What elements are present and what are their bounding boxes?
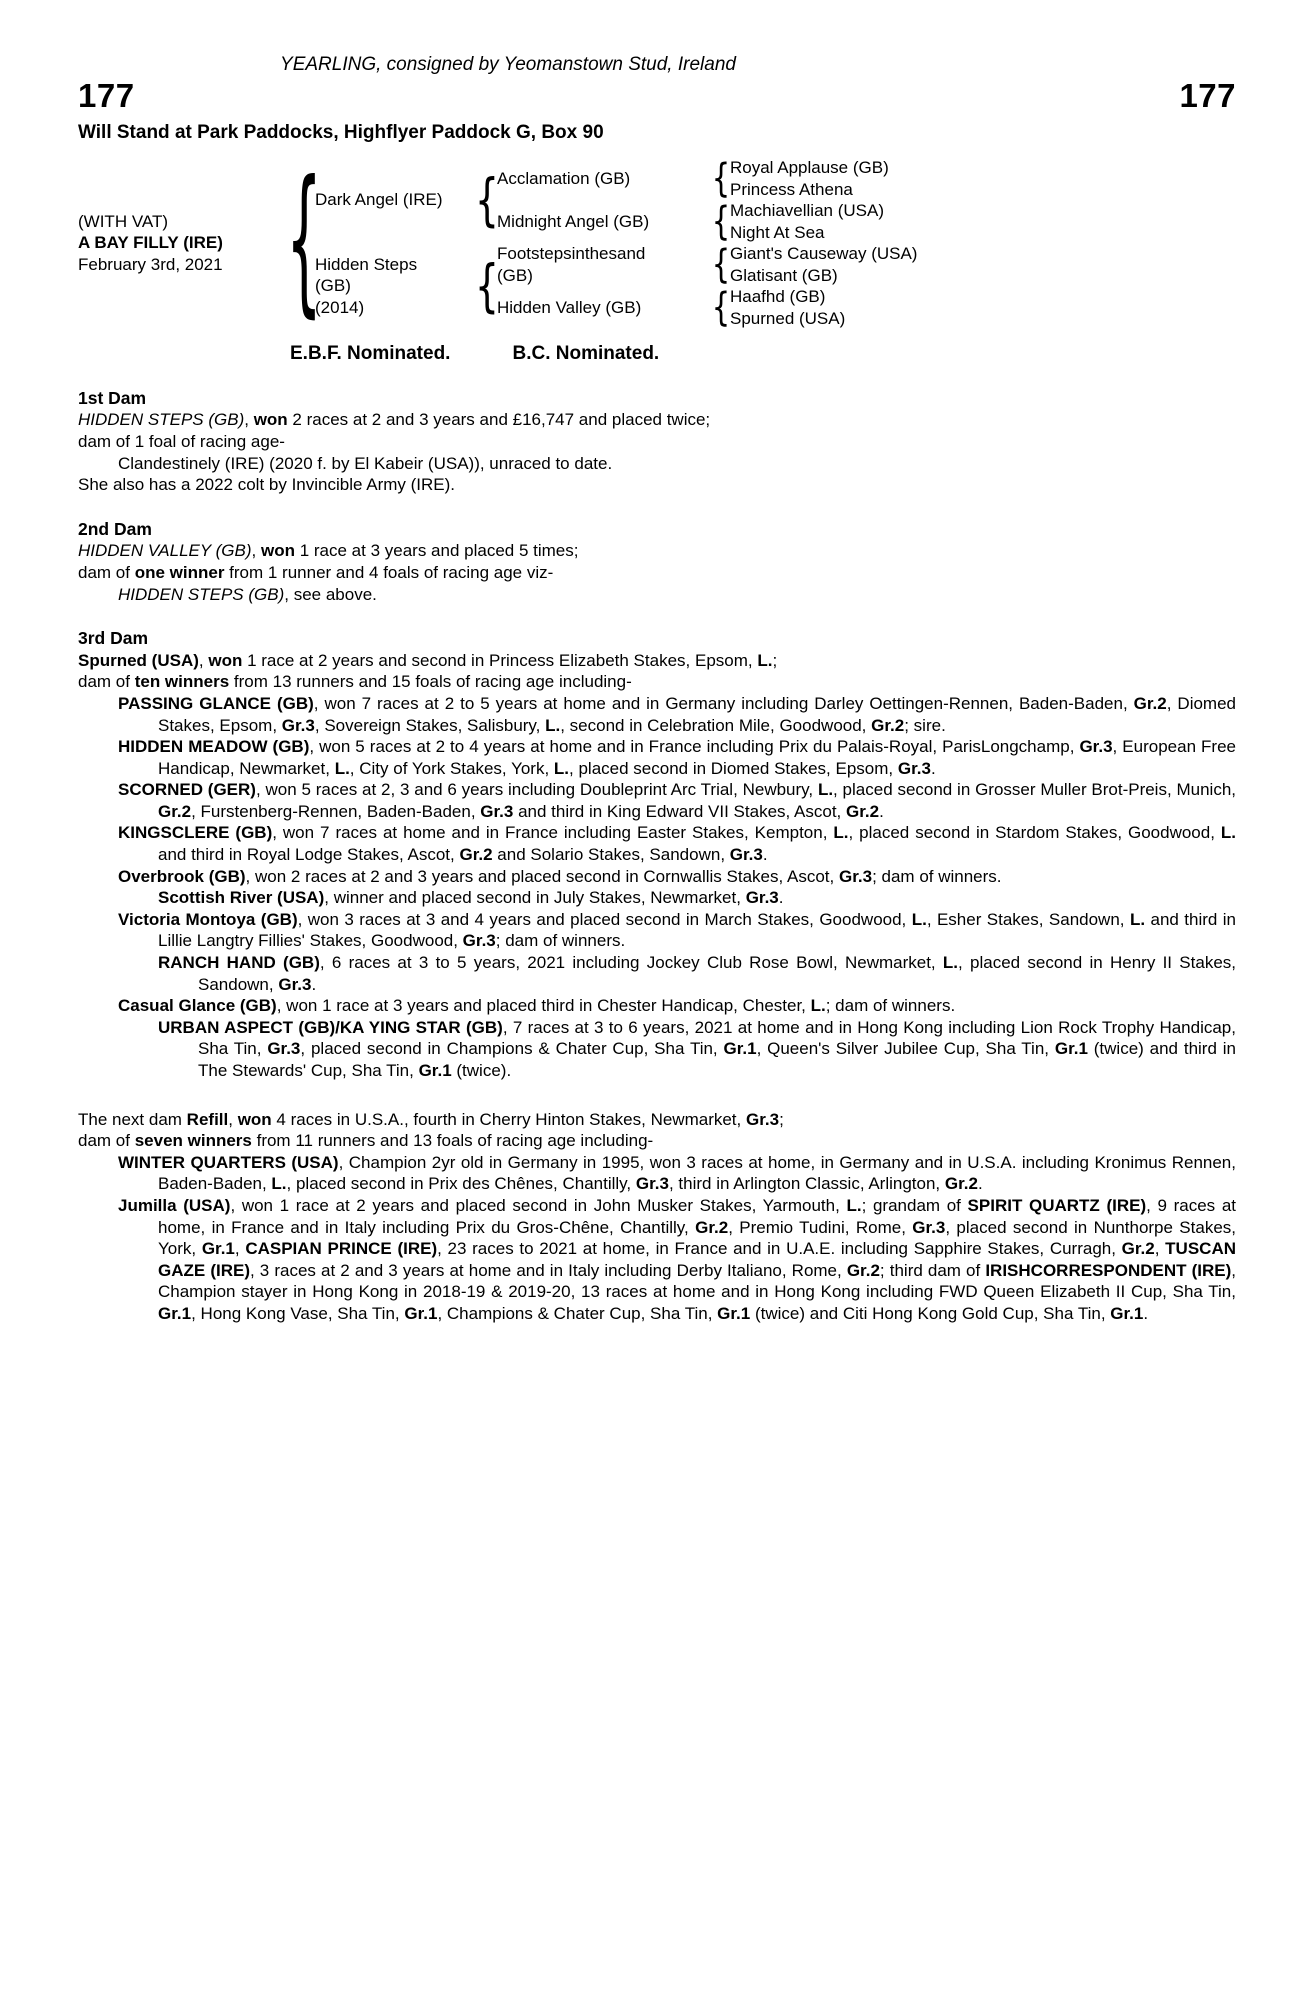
progeny-entry: Overbrook (GB), won 2 races at 2 and 3 years and placed second in Cornwallis Stakes, Ascot, Gr.3; dam of winners. xyxy=(118,866,1002,886)
brace-icon xyxy=(712,159,730,198)
dam-record-line: dam of seven winners from 11 runners and 13 foals of racing age including- xyxy=(78,1131,654,1151)
brace-icon xyxy=(712,202,730,241)
dam-dam-name: Hidden Valley (GB) xyxy=(497,297,642,317)
ancestor-name: Machiavellian (USA) xyxy=(730,201,884,221)
ancestor-name: Haafhd (GB) xyxy=(730,287,826,307)
ancestor-name: Princess Athena xyxy=(730,179,853,199)
dam-record-line: HIDDEN VALLEY (GB), won 1 race at 3 years and placed 5 times; xyxy=(78,541,579,561)
ebf-nomination: E.B.F. Nominated. xyxy=(290,343,451,365)
horse-name: A BAY FILLY (IRE) xyxy=(78,233,223,253)
progeny-entry: Victoria Montoya (GB), won 3 races at 3 and 4 years and placed second in March Stakes, Goodwood, L., Esher Stakes, Sandown, L. and third in Lillie Langtry Fillies' Stakes, Goodwood, Gr.3; dam of winners. xyxy=(118,909,1236,951)
sire-sire-name: Acclamation (GB) xyxy=(497,168,631,188)
nominations-line xyxy=(78,343,1236,365)
dam-record-line: The next dam Refill, won 4 races in U.S.A., fourth in Cherry Hinton Stakes, Newmarket, Gr.3; xyxy=(78,1109,784,1129)
pedigree-main-brace xyxy=(293,157,315,329)
progeny-entry: Casual Glance (GB), won 1 race at 3 years and placed third in Chester Handicap, Chester, L.; dam of winners. xyxy=(118,996,956,1016)
sire-dam-name: Midnight Angel (GB) xyxy=(497,211,650,231)
pedigree-tree xyxy=(78,157,1236,329)
dam-record-line: HIDDEN STEPS (GB), won 2 races at 2 and 3 years and £16,747 and placed twice; xyxy=(78,410,711,430)
lot-details xyxy=(78,157,293,329)
progeny-entry: PASSING GLANCE (GB), won 7 races at 2 to 5 years at home and in Germany including Darley Oettingen-Rennen, Baden-Baden, Gr.2, Diomed Stakes, Epsom, Gr.3, Sovereign Stakes, Salisbury, L., second in Celebration Mile, Goodwood, Gr.2; sire. xyxy=(118,693,1236,735)
section-3rd-dam xyxy=(78,628,1236,1081)
generation-2-column xyxy=(497,157,712,329)
ancestor-name: Night At Sea xyxy=(730,222,825,242)
progeny-entry: WINTER QUARTERS (USA), Champion 2yr old in Germany in 1995, won 3 races at home, in Germany and in U.S.A. including Kronimus Rennen, Baden-Baden, L., placed second in Prix des Chênes, Chantilly, Gr.3, third in Arlington Classic, Arlington, Gr.2. xyxy=(118,1152,1236,1194)
ancestor-name: Giant's Causeway (USA) xyxy=(730,244,918,264)
section-heading-2nd-dam: 2nd Dam xyxy=(78,518,152,539)
ancestor-name: Spurned (USA) xyxy=(730,308,846,328)
progeny-entry: SCORNED (GER), won 5 races at 2, 3 and 6 years including Doubleprint Arc Trial, Newbury, L., placed second in Grosser Muller Brot-Preis, Munich, Gr.2, Furstenberg-Rennen, Baden-Baden, Gr.3 and third in King Edward VII Stakes, Ascot, Gr.2. xyxy=(118,780,1236,821)
brace-icon xyxy=(286,163,322,323)
brace-icon xyxy=(712,288,730,327)
dam-record-line: She also has a 2022 colt by Invincible Army (IRE). xyxy=(78,475,456,495)
dam-record-line: dam of 1 foal of racing age- xyxy=(78,431,285,451)
brace-icon xyxy=(475,258,499,315)
brace-icon xyxy=(475,172,499,229)
progeny-entry: RANCH HAND (GB), 6 races at 3 to 5 years, 2021 including Jockey Club Rose Bowl, Newmarket, L., placed second in Henry II Stakes, Sandown, Gr.3. xyxy=(158,953,1236,994)
foal-date: February 3rd, 2021 xyxy=(78,254,223,274)
ancestor-name: Glatisant (GB) xyxy=(730,265,838,285)
progeny-entry: KINGSCLERE (GB), won 7 races at home and in France including Easter Stakes, Kempton, L., placed second in Stardom Stakes, Goodwood, L. and third in Royal Lodge Stakes, Ascot, Gr.2 and Solario Stakes, Sandown, Gr.3. xyxy=(118,823,1237,865)
section-next-dam xyxy=(78,1109,1236,1325)
dam-record-line: dam of one winner from 1 runner and 4 foals of racing age viz- xyxy=(78,562,554,582)
vat-note: (WITH VAT) xyxy=(78,211,169,231)
dam-record-line: Spurned (USA), won 1 race at 2 years and second in Princess Elizabeth Stakes, Epsom, L.; xyxy=(78,650,778,670)
bc-nomination: B.C. Nominated. xyxy=(512,343,660,365)
generation-2-braces xyxy=(477,157,497,329)
generation-3-braces xyxy=(712,157,730,329)
generation-1-column xyxy=(315,157,477,329)
lot-number-left: 177 xyxy=(78,76,135,114)
dam-sire-name: Footstepsinthesand (GB) xyxy=(497,244,646,285)
section-heading-1st-dam: 1st Dam xyxy=(78,387,147,408)
progeny-entry: Clandestinely (IRE) (2020 f. by El Kabeir (USA)), unraced to date. xyxy=(118,453,613,473)
consignment-line: YEARLING, consigned by Yeomanstown Stud, Ireland xyxy=(280,54,736,75)
generation-3-column xyxy=(730,157,1236,329)
section-heading-3rd-dam: 3rd Dam xyxy=(78,628,149,649)
dam-name: Hidden Steps (GB) (2014) xyxy=(315,254,418,317)
stand-location: Will Stand at Park Paddocks, Highflyer Paddock G, Box 90 xyxy=(78,121,604,143)
lot-number-right: 177 xyxy=(1179,76,1236,114)
progeny-entry: Scottish River (USA), winner and placed second in July Stakes, Newmarket, Gr.3. xyxy=(158,888,784,908)
sire-name: Dark Angel (IRE) xyxy=(315,190,443,210)
lot-number-row xyxy=(78,78,1236,114)
progeny-entry: HIDDEN STEPS (GB), see above. xyxy=(118,584,377,604)
section-2nd-dam xyxy=(78,519,1236,605)
progeny-entry: Jumilla (USA), won 1 race at 2 years and placed second in John Musker Stakes, Yarmouth, L.; grandam of SPIRIT QUARTZ (IRE), 9 races at home, in France and in Italy including Prix du Gros-Chêne, Chantilly, Gr.2, Premio Tudini, Rome, Gr.3, placed second in Nunthorpe Stakes, York, Gr.1, CASPIAN PRINCE (IRE), 23 races to 2021 at home, in France and in U.A.E. including Sapphire Stakes, Curragh, Gr.2, TUSCAN GAZE (IRE), 3 races at 2 and 3 years at home and in Italy including Derby Italiano, Rome, Gr.2; third dam of IRISHCORRESPONDENT (IRE), Champion stayer in Hong Kong in 2018-19 & 2019-20, 13 races at home and in Hong Kong including FWD Queen Elizabeth II Cup, Sha Tin, Gr.1, Hong Kong Vase, Sha Tin, Gr.1, Champions & Chater Cup, Sha Tin, Gr.1 (twice) and Citi Hong Kong Gold Cup, Sha Tin, Gr.1. xyxy=(118,1195,1237,1323)
progeny-entry: URBAN ASPECT (GB)/KA YING STAR (GB), 7 races at 3 to 6 years, 2021 at home and in Hong Kong including Lion Rock Trophy Handicap, Sha Tin, Gr.3, placed second in Champions & Chater Cup, Sha Tin, Gr.1, Queen's Silver Jubilee Cup, Sha Tin, Gr.1 (twice) and third in The Stewards' Cup, Sha Tin, Gr.1 (twice). xyxy=(158,1017,1236,1080)
progeny-entry: HIDDEN MEADOW (GB), won 5 races at 2 to 4 years at home and in France including Prix du Palais-Royal, ParisLongchamp, Gr.3, European Free Handicap, Newmarket, L., City of York Stakes, York, L., placed second in Diomed Stakes, Epsom, Gr.3. xyxy=(118,737,1236,778)
section-1st-dam xyxy=(78,388,1236,496)
ancestor-name: Royal Applause (GB) xyxy=(730,158,889,178)
brace-icon xyxy=(712,245,730,284)
dam-record-line: dam of ten winners from 13 runners and 15 foals of racing age including- xyxy=(78,672,632,692)
